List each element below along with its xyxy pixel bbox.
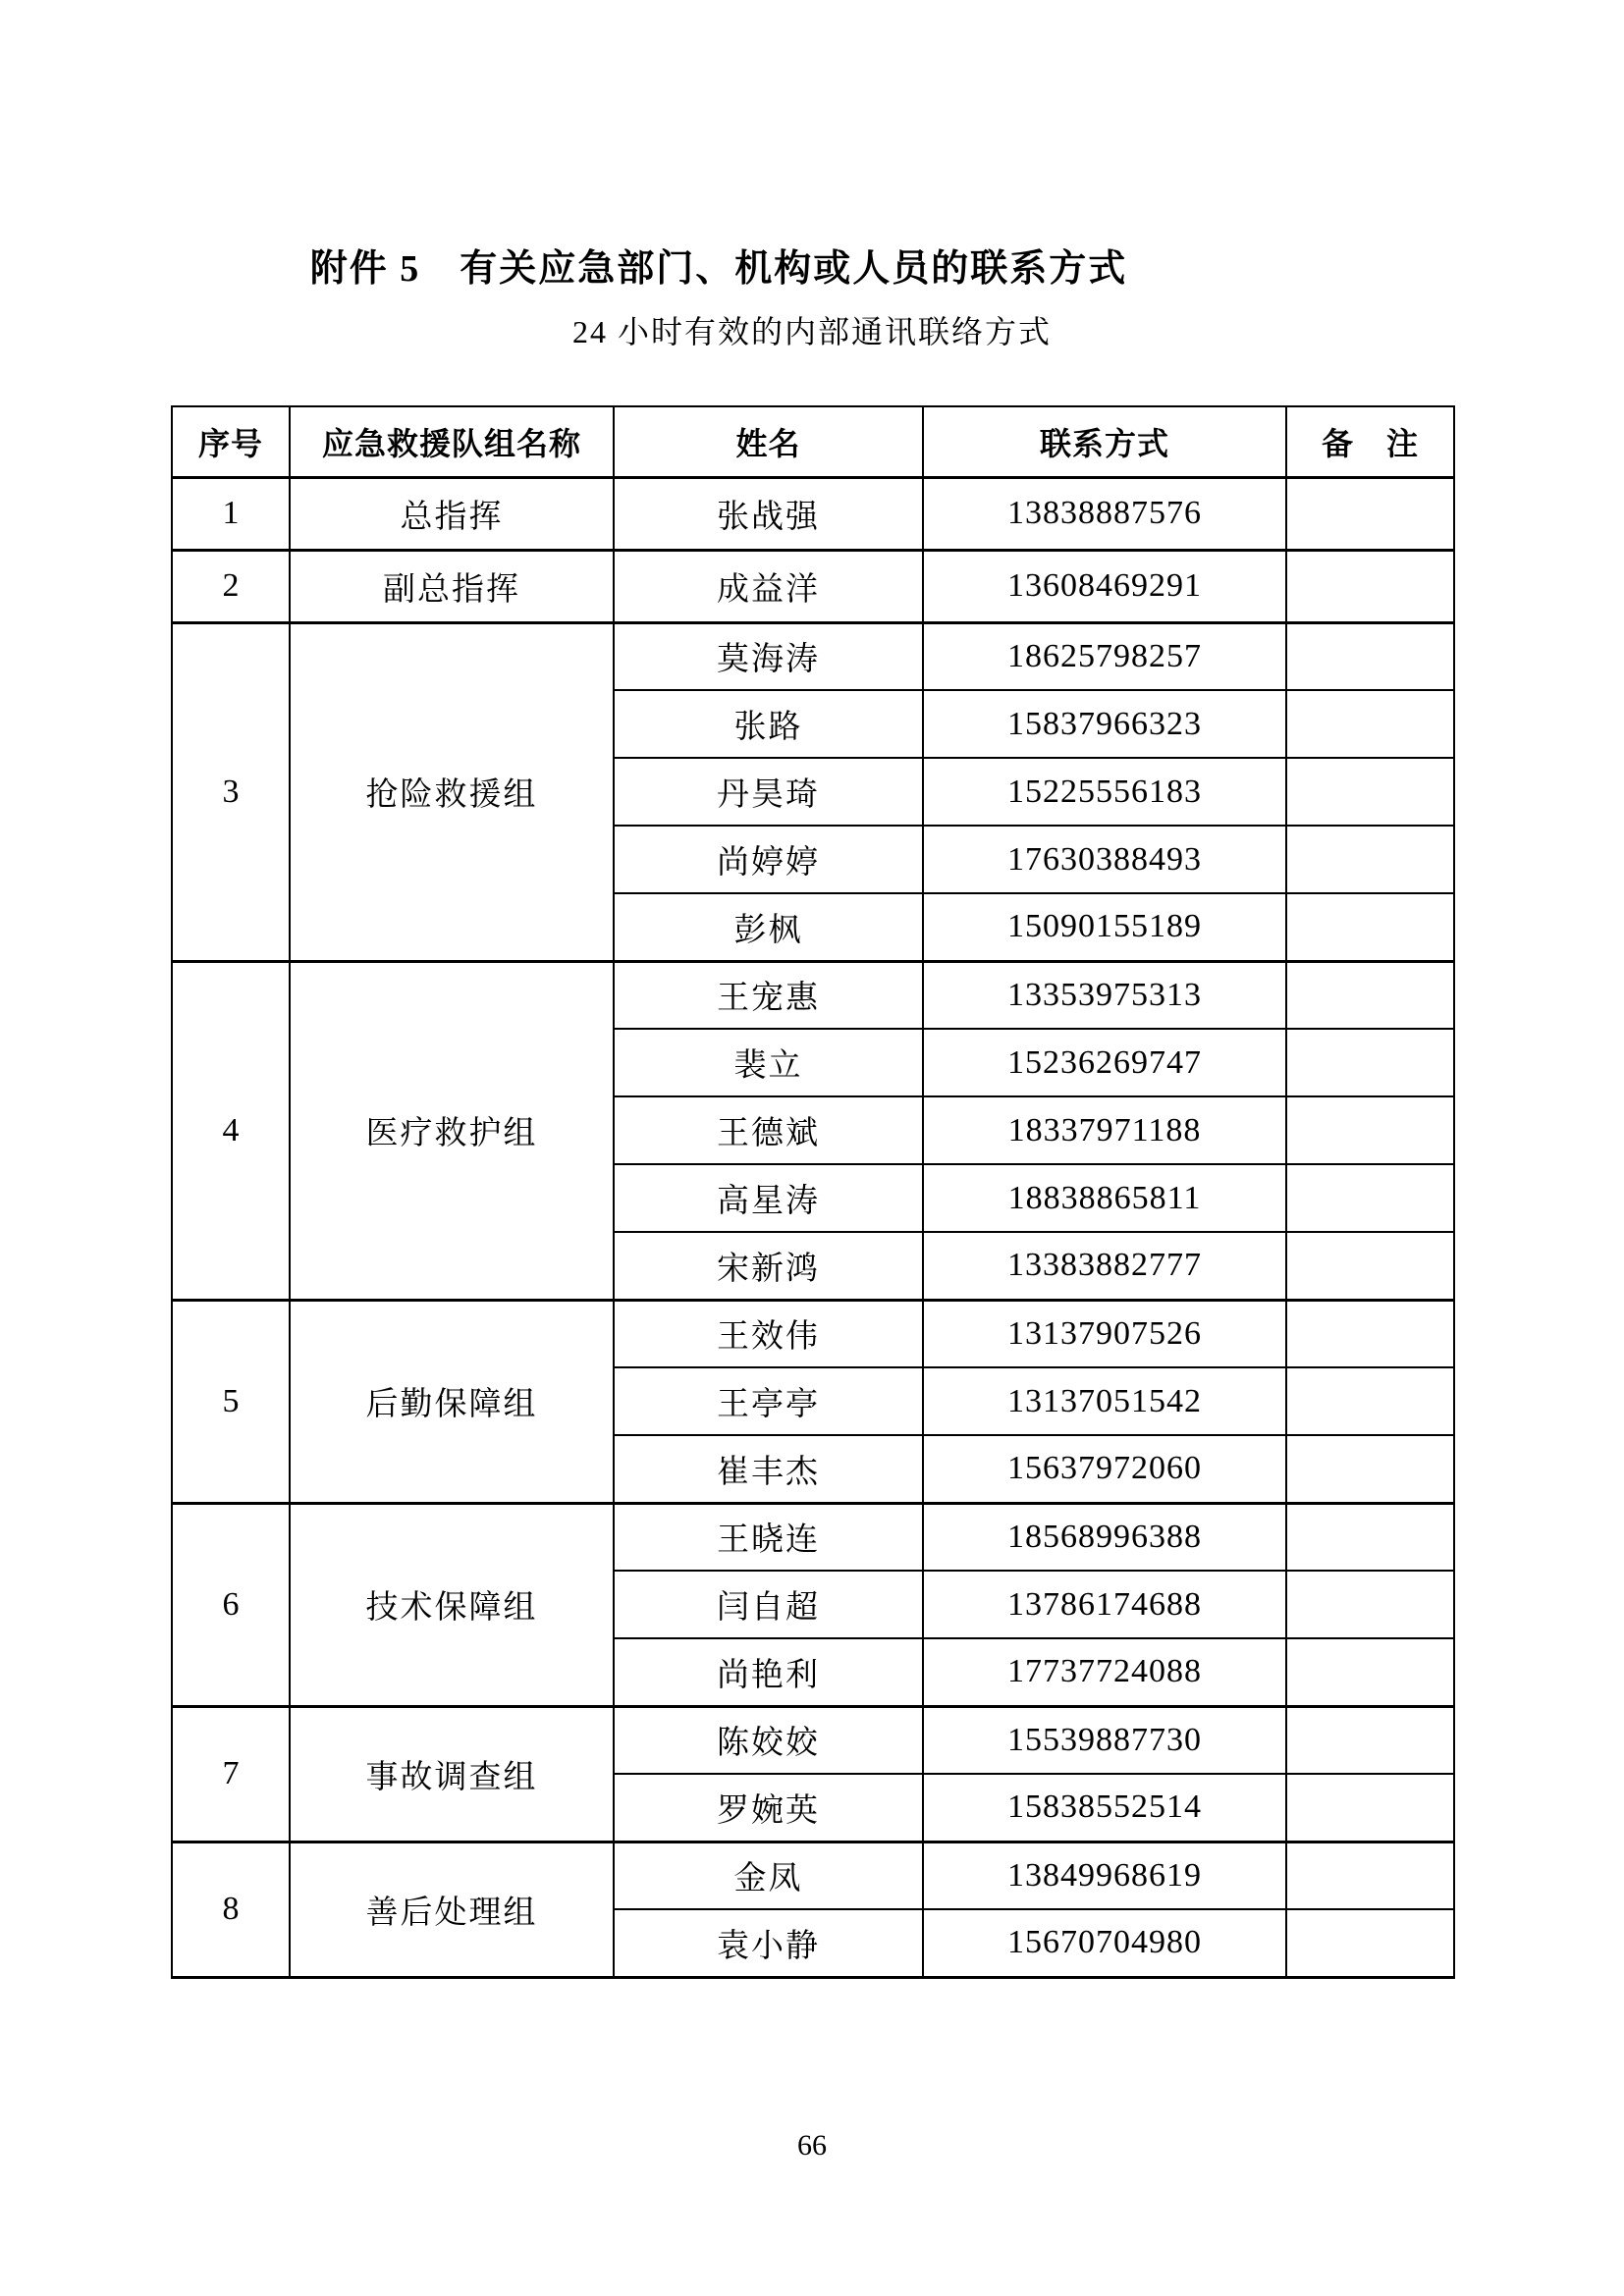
- phone-cell: 18838865811: [923, 1164, 1286, 1232]
- team-name-cell: 医疗救护组: [290, 961, 614, 1300]
- remark-cell: [1286, 1842, 1454, 1909]
- serial-number-cell: 4: [172, 961, 290, 1300]
- table-row: [172, 622, 1454, 690]
- phone-cell: 13383882777: [923, 1232, 1286, 1300]
- phone-cell: 18337971188: [923, 1096, 1286, 1164]
- header-person-name: 姓名: [614, 406, 923, 477]
- member-name-cell: 王宠惠: [614, 961, 923, 1029]
- phone-cell: 15637972060: [923, 1435, 1286, 1503]
- member-name-cell: 尚艳利: [614, 1638, 923, 1706]
- phone-cell: 13137051542: [923, 1367, 1286, 1435]
- phone-cell: 13353975313: [923, 961, 1286, 1029]
- member-name-cell: 尚婷婷: [614, 826, 923, 893]
- table-body: [172, 477, 1454, 1977]
- phone-cell: 17630388493: [923, 826, 1286, 893]
- table-row: [172, 1842, 1454, 1909]
- contact-table: [171, 405, 1455, 1979]
- member-name-cell: 张战强: [614, 477, 923, 550]
- member-name-cell: 王德斌: [614, 1096, 923, 1164]
- member-name-cell: 莫海涛: [614, 622, 923, 690]
- member-name-cell: 丹昊琦: [614, 758, 923, 826]
- team-name-cell: 善后处理组: [290, 1842, 614, 1977]
- table-row: [172, 477, 1454, 550]
- phone-cell: 13786174688: [923, 1571, 1286, 1638]
- table-header-row: [172, 406, 1454, 477]
- team-name-cell: 抢险救援组: [290, 622, 614, 961]
- remark-cell: [1286, 1638, 1454, 1706]
- table-row: [172, 1300, 1454, 1367]
- phone-cell: 18568996388: [923, 1503, 1286, 1571]
- remark-cell: [1286, 1909, 1454, 1977]
- table-row: [172, 961, 1454, 1029]
- serial-number-cell: 8: [172, 1842, 290, 1977]
- member-name-cell: 罗婉英: [614, 1774, 923, 1842]
- phone-cell: 15225556183: [923, 758, 1286, 826]
- phone-cell: 15837966323: [923, 690, 1286, 758]
- member-name-cell: 王晓连: [614, 1503, 923, 1571]
- remark-cell: [1286, 826, 1454, 893]
- remark-cell: [1286, 1300, 1454, 1367]
- table-caption: 24 小时有效的内部通讯联络方式: [571, 314, 1052, 349]
- remark-cell: [1286, 1232, 1454, 1300]
- team-name-cell: 事故调查组: [290, 1706, 614, 1842]
- member-name-cell: 袁小静: [614, 1909, 923, 1977]
- phone-cell: 13608469291: [923, 550, 1286, 622]
- team-name-cell: 技术保障组: [290, 1503, 614, 1706]
- phone-cell: 15838552514: [923, 1774, 1286, 1842]
- serial-number-cell: 7: [172, 1706, 290, 1842]
- serial-number-cell: 3: [172, 622, 290, 961]
- remark-cell: [1286, 1096, 1454, 1164]
- remark-cell: [1286, 961, 1454, 1029]
- phone-cell: 13838887576: [923, 477, 1286, 550]
- member-name-cell: 崔丰杰: [614, 1435, 923, 1503]
- member-name-cell: 闫自超: [614, 1571, 923, 1638]
- header-contact: 联系方式: [923, 406, 1286, 477]
- table-row: [172, 550, 1454, 622]
- member-name-cell: 王效伟: [614, 1300, 923, 1367]
- remark-cell: [1286, 690, 1454, 758]
- remark-cell: [1286, 1435, 1454, 1503]
- phone-cell: 13849968619: [923, 1842, 1286, 1909]
- serial-number-cell: 5: [172, 1300, 290, 1503]
- member-name-cell: 成益洋: [614, 550, 923, 622]
- member-name-cell: 裴立: [614, 1029, 923, 1096]
- remark-cell: [1286, 477, 1454, 550]
- remark-cell: [1286, 1164, 1454, 1232]
- member-name-cell: 陈姣姣: [614, 1706, 923, 1774]
- table-row: [172, 1706, 1454, 1774]
- header-serial-number: 序号: [172, 406, 290, 477]
- serial-number-cell: 6: [172, 1503, 290, 1706]
- serial-number-cell: 2: [172, 550, 290, 622]
- serial-number-cell: 1: [172, 477, 290, 550]
- team-name-cell: 副总指挥: [290, 550, 614, 622]
- remark-cell: [1286, 550, 1454, 622]
- member-name-cell: 金凤: [614, 1842, 923, 1909]
- remark-cell: [1286, 622, 1454, 690]
- phone-cell: 15090155189: [923, 893, 1286, 961]
- team-name-cell: 后勤保障组: [290, 1300, 614, 1503]
- phone-cell: 15539887730: [923, 1706, 1286, 1774]
- remark-cell: [1286, 1571, 1454, 1638]
- phone-cell: 15236269747: [923, 1029, 1286, 1096]
- member-name-cell: 王亭亭: [614, 1367, 923, 1435]
- remark-cell: [1286, 1706, 1454, 1774]
- header-team-name: 应急救援队组名称: [290, 406, 614, 477]
- remark-cell: [1286, 1503, 1454, 1571]
- table-row: [172, 1503, 1454, 1571]
- page-number: 66: [797, 2129, 827, 2162]
- header-remark: 备 注: [1286, 406, 1454, 477]
- attachment-title: 附件 5 有关应急部门、机构或人员的联系方式: [309, 248, 1128, 290]
- member-name-cell: 高星涛: [614, 1164, 923, 1232]
- remark-cell: [1286, 893, 1454, 961]
- phone-cell: 13137907526: [923, 1300, 1286, 1367]
- team-name-cell: 总指挥: [290, 477, 614, 550]
- member-name-cell: 彭枫: [614, 893, 923, 961]
- member-name-cell: 张路: [614, 690, 923, 758]
- member-name-cell: 宋新鸿: [614, 1232, 923, 1300]
- phone-cell: 18625798257: [923, 622, 1286, 690]
- remark-cell: [1286, 1774, 1454, 1842]
- remark-cell: [1286, 1029, 1454, 1096]
- phone-cell: 17737724088: [923, 1638, 1286, 1706]
- remark-cell: [1286, 758, 1454, 826]
- phone-cell: 15670704980: [923, 1909, 1286, 1977]
- remark-cell: [1286, 1367, 1454, 1435]
